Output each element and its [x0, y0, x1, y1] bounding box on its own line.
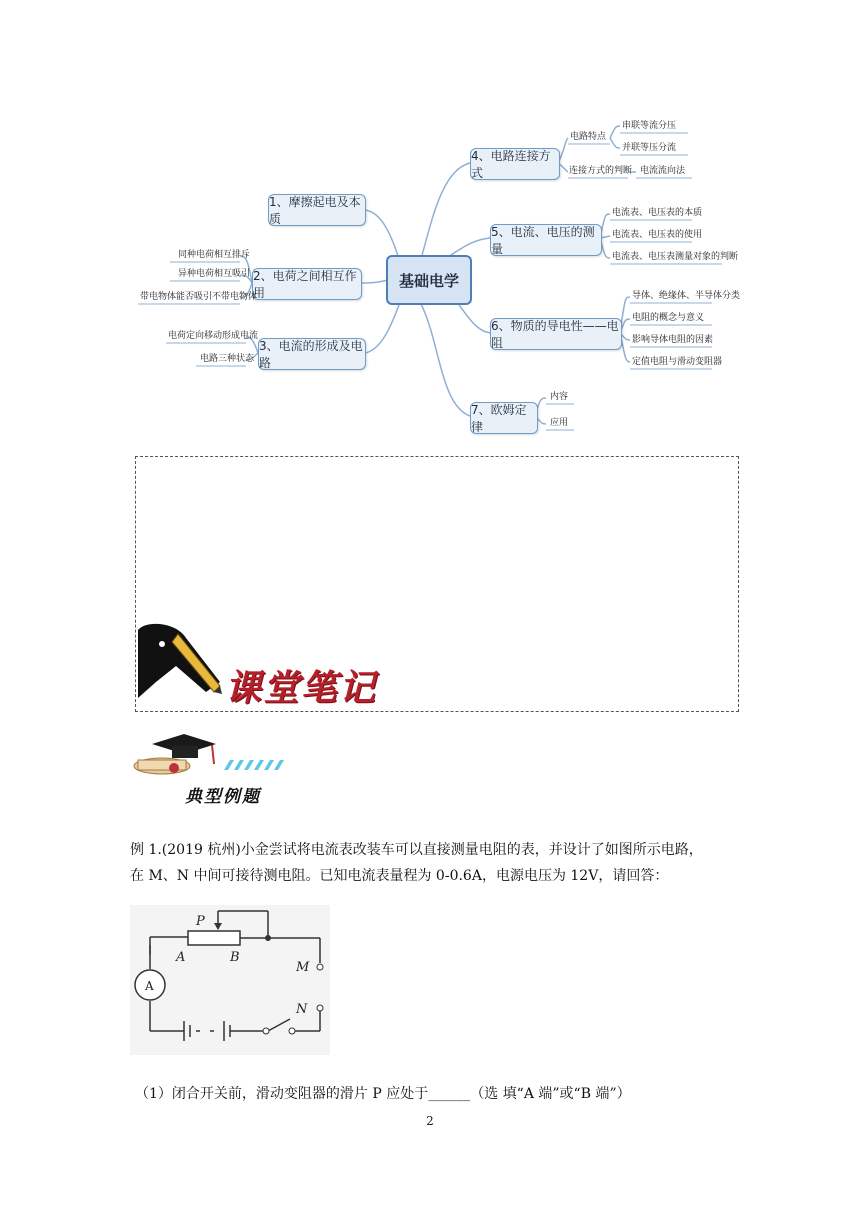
mindmap-leaf: 定值电阻与滑动变阻器 — [632, 357, 723, 367]
circuit-diagram — [130, 905, 330, 1055]
mindmap-leaf: 并联等压分流 — [622, 143, 677, 153]
mindmap-sub-label: 连接方式的判断 — [569, 166, 633, 176]
mindmap-node-6: 6、物质的导电性——电阻 — [490, 318, 622, 350]
graduation-cap-icon — [132, 734, 297, 780]
mindmap-leaf: 带电物体能否吸引不带电物体 — [140, 292, 258, 302]
mindmap-leaf: 电荷定向移动形成电流 — [168, 331, 259, 341]
pencil-bird-icon — [136, 622, 226, 700]
mindmap-node-2: 2、电荷之间相互作用 — [252, 268, 362, 300]
notes-title: 课堂笔记 — [225, 667, 378, 709]
mindmap-leaf: 导体、绝缘体、半导体分类 — [632, 291, 741, 301]
question-intro-line-1: 例 1.(2019 杭州)小金尝试将电流表改装车可以直接测量电阻的表，并设计了如图所示电路， — [130, 842, 703, 858]
mindmap-node-3: 3、电流的形成及电路 — [258, 338, 366, 370]
mindmap-node-1: 1、摩擦起电及本质 — [268, 194, 366, 226]
example-banner-title: 典型例题 — [185, 787, 261, 807]
mindmap-sub-label: 电路特点 — [570, 132, 607, 142]
mindmap-node-5: 5、电流、电压的测量 — [490, 224, 602, 256]
mindmap-leaf: 影响导体电阻的因素 — [632, 335, 714, 345]
mindmap-connectors — [0, 0, 860, 450]
circuit-label-b: B — [230, 950, 240, 965]
question-intro-line-2: 在 M、N 中间可接待测电阻。已知电流表量程为 0-0.6A，电源电压为 12V，请回答： — [130, 868, 669, 884]
mindmap-node-4: 4、电路连接方式 — [470, 148, 560, 180]
mindmap-leaf: 电流表、电压表的使用 — [612, 230, 703, 240]
mindmap-node-7: 7、欧姆定律 — [470, 402, 538, 434]
circuit-label-a: A — [176, 950, 186, 965]
mindmap-leaf: 电阻的概念与意义 — [632, 313, 705, 323]
mindmap-leaf: 同种电荷相互排斥 — [178, 250, 251, 260]
mindmap-leaf: 内容 — [550, 392, 569, 402]
mindmap-leaf: 串联等流分压 — [622, 121, 677, 131]
circuit-label-p: P — [196, 914, 205, 929]
mindmap-leaf: 电流表、电压表测量对象的判断 — [612, 252, 739, 262]
circuit-ammeter-label: A — [145, 979, 154, 993]
mindmap-leaf: 电流表、电压表的本质 — [612, 208, 703, 218]
circuit-label-n: N — [296, 1002, 308, 1017]
page-number: 2 — [426, 1114, 434, 1128]
circuit-label-m: M — [296, 960, 310, 975]
mindmap-center-node: 基础电学 — [386, 255, 472, 305]
question-sub-1: （1）闭合开关前，滑动变阻器的滑片 P 应处于______（选 填“A 端”或“B 端”） — [135, 1086, 631, 1102]
mindmap-leaf: 电流流向法 — [640, 166, 686, 176]
mindmap-leaf: 异种电荷相互吸引 — [178, 269, 251, 279]
mindmap-leaf: 电路三种状态 — [200, 354, 255, 364]
mindmap-leaf: 应用 — [550, 418, 569, 428]
